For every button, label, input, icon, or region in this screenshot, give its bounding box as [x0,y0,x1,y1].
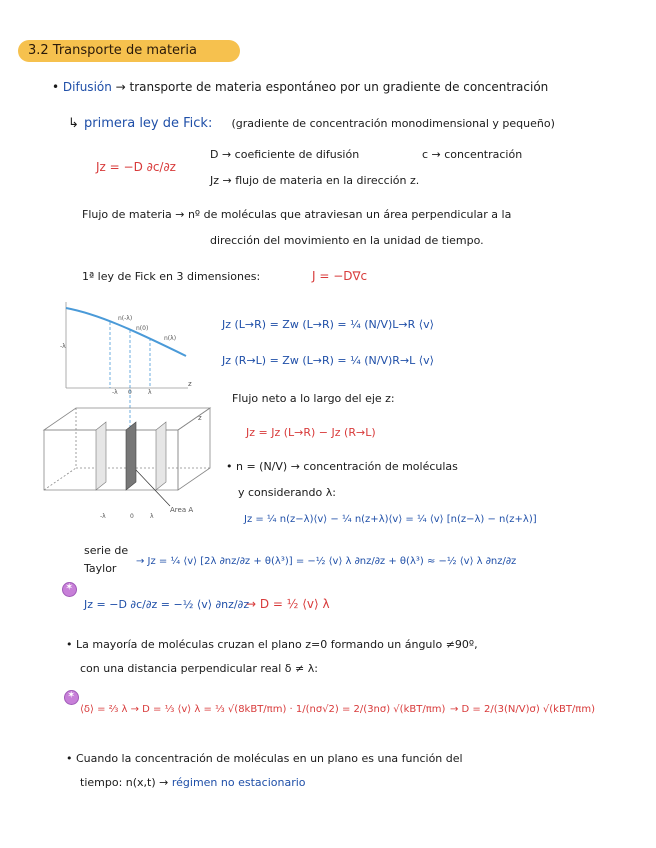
box-z-label: z [198,414,202,422]
flux-eq-lr: Jz (L→R) = Zw (L→R) = ¼ (N/V)L→R ⟨v⟩ [222,318,434,331]
flujo-neto-formula: Jz = Jz (L→R) − Jz (R→L) [246,426,376,439]
top-lambda-tick: λ [148,389,152,396]
curve-label-minus: n(-λ) [118,315,133,322]
taylor-label-1: serie de [84,544,129,557]
curve-label-zero: n(0) [136,325,149,332]
cuando-line2 [80,776,306,789]
cuando-line1: • Cuando la concentración de moléculas en un plano es una función del [66,752,463,765]
primera-ley-line [68,112,555,131]
ley-3d-label: 1ª ley de Fick en 3 dimensiones: [82,270,261,283]
taylor-label-2: Taylor [84,562,117,575]
primera-ley-term: primera ley de Fick: [84,116,213,131]
mayoria-line1: • La mayoría de moléculas cruzan el plano z=0 formando un ángulo ≠90º, [66,638,478,651]
plane-zero [126,422,136,490]
axis-minus-lambda: -λ [60,343,66,350]
top-minus-lambda-tick: -λ [112,389,118,396]
result1-formula: Jz = −D ∂c/∂z = −½ ⟨v⟩ ∂nz/∂z [84,598,250,611]
difusion-desc: → transporte de materia espontáneo por un gradiente de concentración [115,80,549,94]
bottom-minus-lambda: -λ [100,513,106,520]
concentracion-line2: y considerando λ: [238,486,336,499]
flujo-def-line1: Flujo de materia → nº de moléculas que atraviesan un área perpendicular a la [82,208,512,221]
axis-z-label: z [188,380,192,388]
c-definition: c → concentración [422,148,523,161]
result2-formula: ⟨δ⟩ = ⅔ λ → D = ⅓ ⟨v⟩ λ = ⅓ √(8kBT/πm) · 1/(nσ√2) = 2/(3nσ) √(kBT/πm) [80,704,446,715]
ley-3d-formula: J = −D∇c [312,269,368,283]
diffusion-figure [38,300,238,522]
difusion-line [52,80,548,94]
top-zero-tick: 0 [128,389,132,396]
fick-equation: Jz = −D ∂c/∂z [96,160,176,174]
area-label: Area A [170,506,194,514]
concentracion-line1: • n = (N/V) → concentración de moléculas [226,460,458,473]
taylor-formula: → Jz = ¼ ⟨v⟩ [2λ ∂nz/∂z + θ(λ³)] = −½ ⟨v⟩ λ ∂nz/∂z + θ(λ³) ≈ −½ ⟨v⟩ λ ∂nz/∂z [136,556,517,567]
star-bullet-icon [64,690,79,705]
mayoria-line2: con una distancia perpendicular real δ ≠ λ: [80,662,318,675]
j-definition: Jz → flujo de materia en la dirección z. [210,174,420,187]
cuando-line2-text: tiempo: n(x,t) → [80,776,169,789]
curve-label-plus: n(λ) [164,335,177,342]
d-definition: D → coeficiente de difusión [210,148,360,161]
flux-eq-rl: Jz (R→L) = Zw (L→R) = ¼ (N/V)R→L ⟨v⟩ [222,354,434,367]
flujo-neto-label: Flujo neto a lo largo del eje z: [232,392,395,405]
bottom-zero: 0 [130,513,134,520]
result1-d: → D = ½ ⟨v⟩ λ [246,597,330,611]
concentracion-formula: Jz = ¼ n(z−λ)⟨v⟩ − ¼ n(z+λ)⟨v⟩ = ¼ ⟨v⟩ [n(z−λ) − n(z+λ)] [244,514,537,525]
result2-d: → D = 2/(3(N/V)σ) √(kBT/πm) [450,704,595,715]
regimen-term: régimen no estacionario [171,776,306,789]
section-title: 3.2 Transporte de materia [28,43,197,58]
primera-ley-desc: (gradiente de concentración monodimensional y pequeño) [231,117,555,130]
difusion-term: Difusión [62,80,112,94]
bullet: • [52,80,60,94]
bottom-lambda: λ [150,513,154,520]
arrow-glyph: ↳ [68,116,79,131]
plane-minus [96,422,106,490]
flujo-def-line2: dirección del movimiento en la unidad de tiempo. [210,234,484,247]
plane-plus [156,422,166,490]
section-title-highlight [18,40,240,62]
star-bullet-icon [62,582,77,597]
